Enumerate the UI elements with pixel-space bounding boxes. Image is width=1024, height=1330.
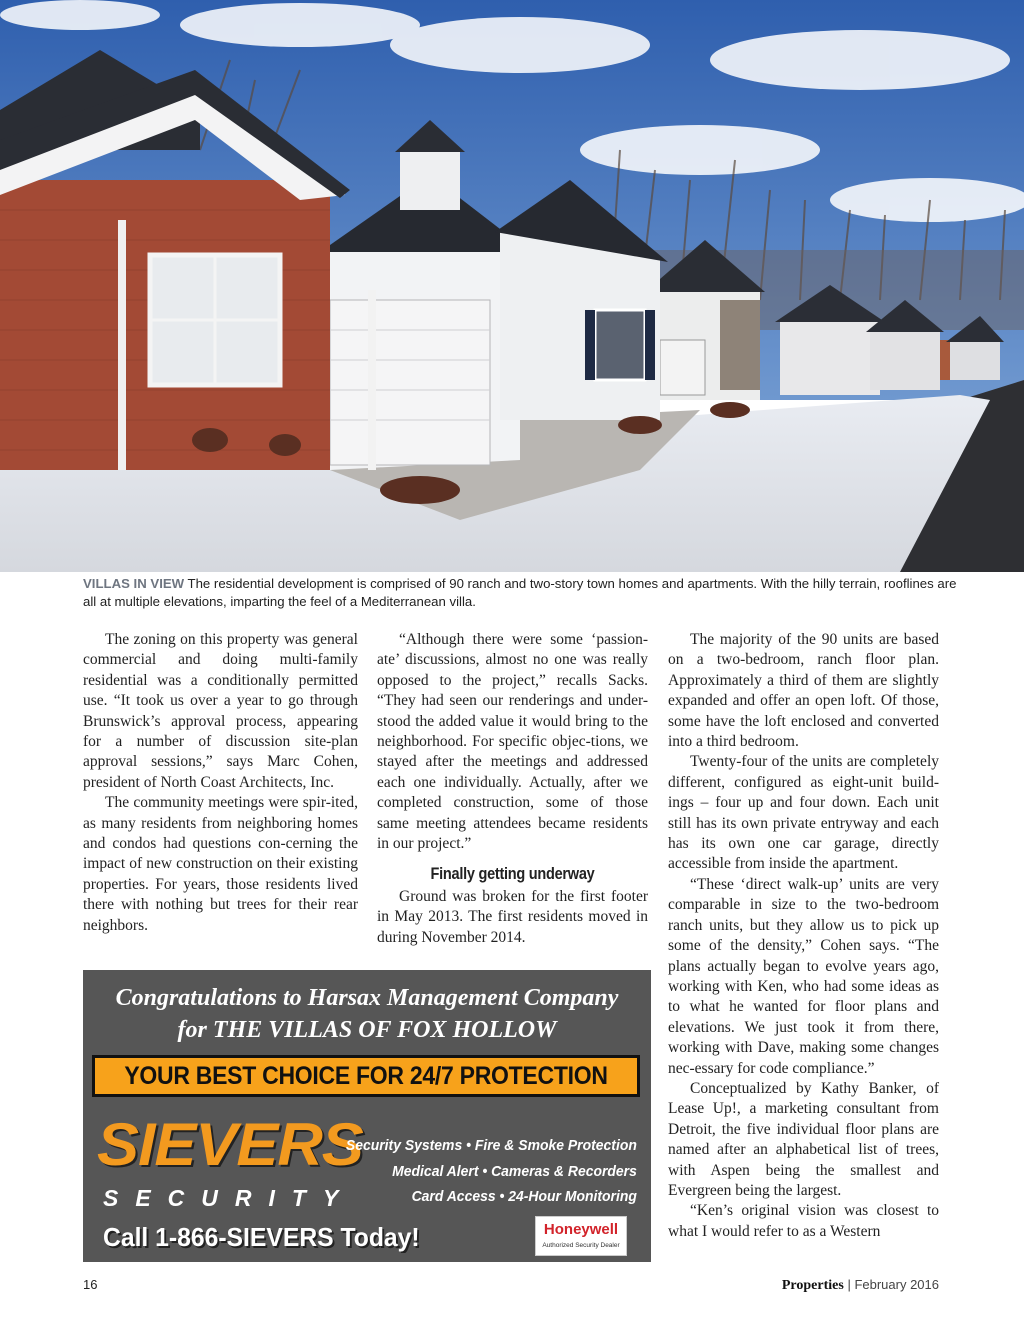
- article-column-3: [668, 630, 939, 1242]
- ad-best-choice-banner: [92, 1055, 640, 1097]
- honeywell-logo-subtitle: Authorized Security Dealer: [542, 1242, 620, 1249]
- running-footer: [782, 1277, 939, 1294]
- article-column-2: [377, 630, 648, 948]
- sievers-security-ad: [83, 970, 651, 1262]
- ad-congrats: [83, 982, 651, 1046]
- sievers-logo: SIEVERS: [97, 1111, 363, 1178]
- ad-congrats-line-2: for THE VILLAS OF FOX HOLLOW: [177, 1017, 557, 1043]
- villas-street-illustration: [0, 0, 1024, 572]
- sievers-logo-subtitle: SECURITY: [103, 1185, 356, 1211]
- magazine-name: Properties: [781, 1278, 844, 1293]
- paragraph: “Ken’s original vision was closest to what I would refer to as a Western: [668, 1202, 939, 1240]
- page-number: 16: [83, 1277, 98, 1292]
- paragraph: The zoning on this property was general commercial and doing multi-family residential was a conditionally permitted use. “It took us over a year to go through Brunswick’s approval process, appearing for a number of discussion site-plan approval sessions,” says Marc Cohen, president of North Coast Architects, Inc.: [83, 631, 358, 791]
- ad-congrats-line-1: Congratulations to Harsax Management Company: [115, 985, 619, 1011]
- paragraph: “Although there were some ‘passion-ate’ discussions, almost no one was really opposed to the project,” recalls Sacks. “They had seen our renderings and under-stood the added value it would bring to the neighborhood. For specific objec-tions, we stayed after the meetings and addressed each one individually. Actually, after we completed construction, some of those same meeting attendees became residents in our project.”: [377, 631, 648, 853]
- article-column-1: [83, 630, 358, 936]
- issue-date: February 2016: [854, 1277, 939, 1292]
- ad-service-line: Medical Alert • Cameras & Recorders: [392, 1162, 637, 1180]
- ad-call-to-action: Call 1-866-SIEVERS Today!: [103, 1222, 420, 1252]
- photo-caption: [83, 575, 963, 611]
- ad-service-line: Security Systems • Fire & Smoke Protection: [346, 1137, 637, 1154]
- paragraph: Conceptualized by Kathy Banker, of Lease Up!, a marketing consultant from Detroit, the five individual floor plans are named after an alphabetical list of trees, with Aspen being the smallest and Evergreen being the largest.: [668, 1079, 939, 1199]
- caption-lead: VILLAS IN VIEW: [83, 576, 185, 591]
- honeywell-logo-name: Honeywell: [543, 1221, 619, 1238]
- ad-best-choice-text: YOUR BEST CHOICE FOR 24/7 PROTECTION: [124, 1062, 608, 1090]
- paragraph: The majority of the 90 units are based on a two-bedroom, ranch floor plan. Approximately a third of them are slightly expanded and offer an open loft. Of those, some have the loft enclosed and converted into a third bedroom.: [668, 631, 939, 751]
- hero-photo: [0, 0, 1024, 572]
- paragraph: “These ‘direct walk-up’ units are very comparable in size to the two-bedroom ranch units, but they allow us to pick up some of the density,” Cohen says. “The plans actually began to evolve years ago, working with Ken, who had some ideas as to what he wanted for floor plans and elevations. We just took it from there, working with Dave, making some changes nec-essary for code compliance.”: [668, 875, 939, 1077]
- section-subhead: Finally getting underway: [430, 865, 595, 884]
- paragraph: Twenty-four of the units are completely different, configured as eight-unit build-ings – four up and four down. Each unit still has its own private entryway and each has its own one car garage, directly accessible from inside the apartment.: [668, 753, 939, 873]
- honeywell-logo: [535, 1216, 627, 1256]
- ad-service-line: Card Access • 24-Hour Monitoring: [411, 1188, 637, 1205]
- footer-separator: |: [843, 1277, 855, 1292]
- paragraph: The community meetings were spir-ited, as many residents from neighboring homes and condos had questions con-cerning the impact of new construction on their existing properties. For years, those residents lived there with nothing but trees for their rear neighbors.: [83, 794, 358, 934]
- paragraph: Ground was broken for the first footer in May 2013. The first residents moved in during November 2014.: [377, 887, 648, 946]
- caption-text: The residential development is comprised of 90 ranch and two-story town homes and apartments. With the hilly terrain, rooflines are all at multiple elevations, imparting the feel of a Mediterranean villa.: [83, 576, 957, 609]
- ad-services-list: [346, 1133, 637, 1210]
